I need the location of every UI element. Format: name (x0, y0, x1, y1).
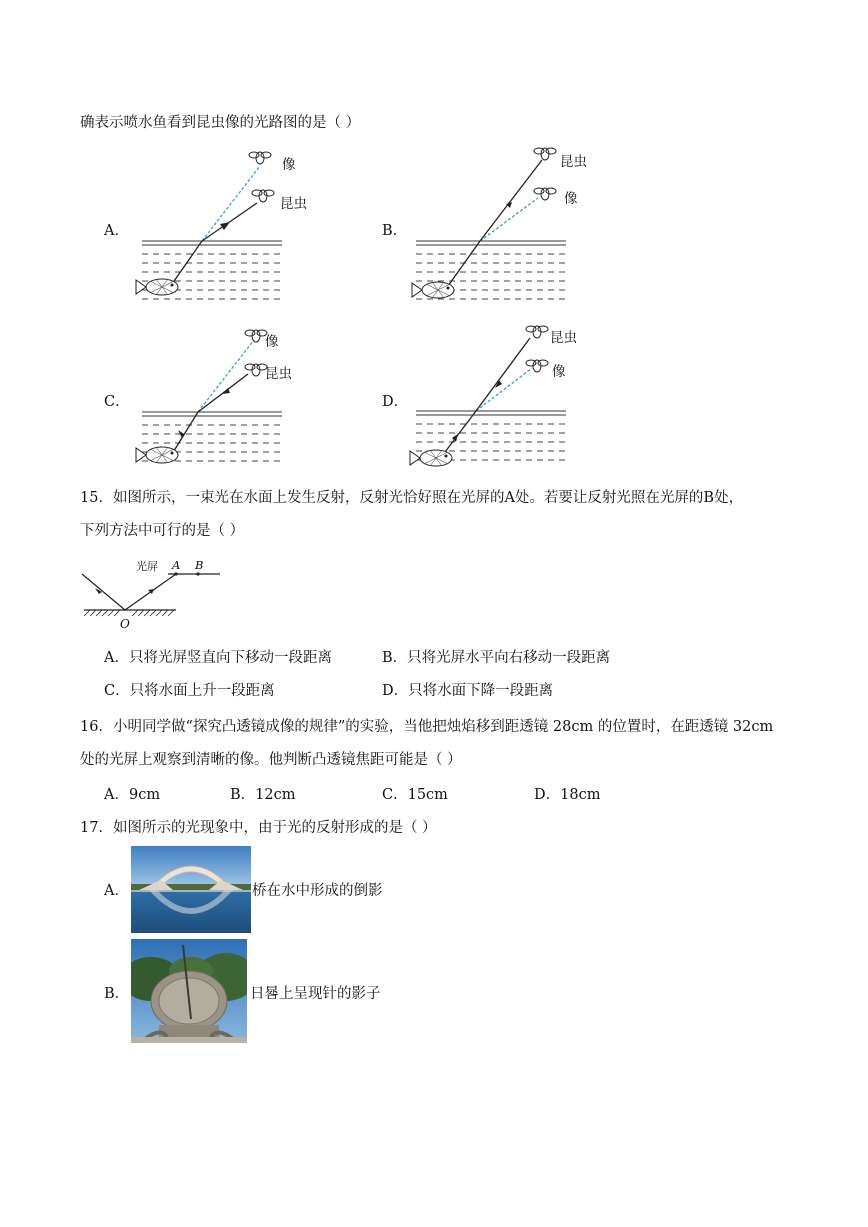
q16-stem-line1: 16．小明同学做“探究凸透镜成像的规律”的实验，当他把烛焰移到距透镜 28cm 的位置时，在距透镜 32cm (80, 719, 774, 735)
q15-option-c[interactable]: C．只将水面上升一段距离 (104, 683, 275, 699)
q14-option-b-letter[interactable]: B． (382, 223, 408, 239)
q16-option-c[interactable]: C．15cm (382, 787, 448, 803)
q14-option-d-letter[interactable]: D． (382, 394, 409, 410)
q16-option-b[interactable]: B．12cm (230, 787, 296, 803)
q14-b-top-label: 昆虫 (560, 154, 587, 170)
q14-d-top-label: 昆虫 (550, 330, 577, 346)
ray-arrow (220, 222, 230, 230)
q16-stem-line2: 处的光屏上观察到清晰的像。他判断凸透镜焦距可能是（ ） (80, 752, 462, 768)
q15-option-b[interactable]: B．只将光屏水平向右移动一段距离 (382, 650, 611, 666)
q15-stem-line2: 下列方法中可行的是（ ） (80, 523, 245, 539)
fish-icon (412, 282, 454, 298)
q14-stem: 确表示喷水鱼看到昆虫像的光路图的是（ ） (80, 115, 361, 131)
q16-option-d[interactable]: D．18cm (534, 787, 601, 803)
q14-option-b-diagram (406, 140, 576, 310)
water-surface (142, 241, 282, 245)
q15-point-o-label: O (120, 617, 130, 631)
q15-point-a-label: A (172, 558, 181, 572)
q17-option-a-caption: 桥在水中形成的倒影 (252, 883, 383, 899)
q15-screen-label: 光屏 (136, 560, 158, 573)
q15-point-b-label: B (195, 558, 204, 572)
insect-icon (526, 326, 548, 338)
q15-option-d[interactable]: D．只将水面下降一段距离 (382, 683, 554, 699)
q14-c-bottom-label: 昆虫 (265, 366, 292, 382)
bridge-reflection-photo[interactable] (131, 846, 251, 933)
q14-option-c-letter[interactable]: C． (104, 394, 130, 410)
q14-option-a-diagram (132, 146, 292, 306)
q17-option-b-caption: 日晷上呈现针的影子 (250, 986, 381, 1002)
q14-b-bottom-label: 像 (564, 191, 578, 207)
fish-icon (410, 450, 452, 466)
q14-option-a-letter[interactable]: A． (104, 223, 129, 239)
insect-icon (245, 364, 267, 376)
q16-option-a[interactable]: A．9cm (104, 787, 161, 803)
q17-option-b-letter[interactable]: B． (104, 986, 130, 1002)
insect-icon (252, 190, 274, 202)
q14-d-bottom-label: 像 (552, 364, 566, 380)
incident-ray (82, 574, 125, 610)
sundial-photo[interactable] (131, 939, 247, 1043)
virtual-ray (202, 166, 260, 241)
insect-icon (534, 148, 556, 160)
q14-a-bottom-label: 昆虫 (280, 196, 307, 212)
insect-image-icon (249, 152, 271, 164)
insect-image-icon (245, 330, 267, 342)
q14-a-top-label: 像 (282, 157, 296, 173)
q15-option-a[interactable]: A．只将光屏竖直向下移动一段距离 (104, 650, 332, 666)
q17-stem: 17．如图所示的光现象中，由于光的反射形成的是（ ） (80, 820, 437, 836)
surface-hatching (84, 610, 174, 616)
incident-ray (202, 203, 257, 241)
q15-stem-line1: 15．如图所示，一束光在水面上发生反射，反射光恰好照在光屏的A处。若要让反射光照在光屏的B处， (80, 490, 744, 506)
q17-option-a-letter[interactable]: A． (104, 883, 129, 899)
q14-c-top-label: 像 (265, 334, 279, 350)
